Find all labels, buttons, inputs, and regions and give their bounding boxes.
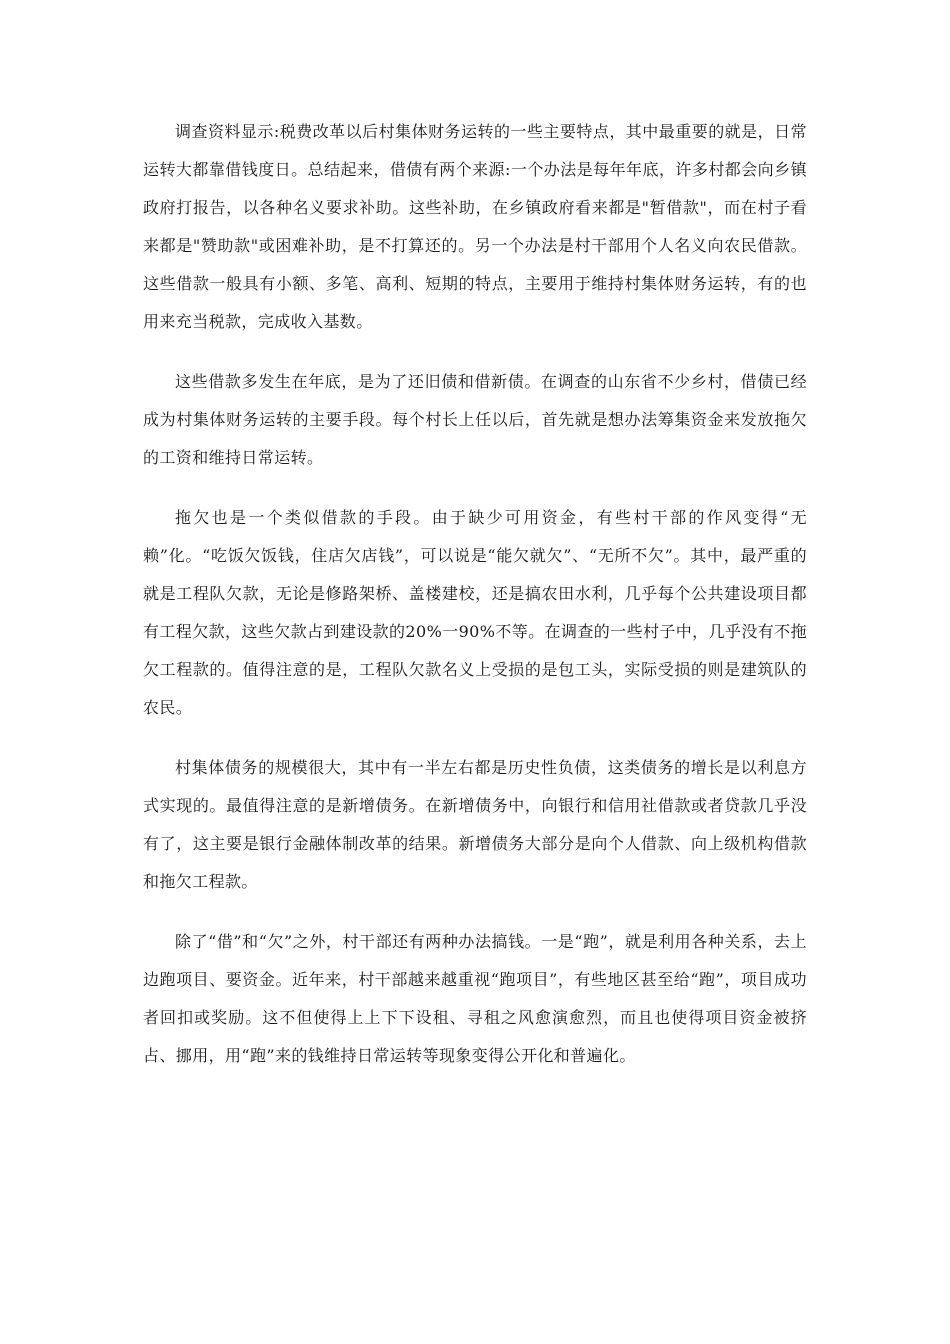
paragraph-3: 拖欠也是一个类似借款的手段。由于缺少可用资金，有些村干部的作风变得“无赖”化。“吃饭欠饭钱，住店欠店钱”，可以说是“能欠就欠”、“无所不欠”。其中，最严重的就是工程队欠款，无论是修路架桥、盖楼建校，还是搞农田水利，几乎每个公共建设项目都有工程欠款，这些欠款占到建设款的20%一90%不等。在调查的一些村子中，几乎没有不拖欠工程款的。值得注意的是，工程队欠款名义上受损的是包工头，实际受损的则是建筑队的农民。 — [143, 508, 807, 717]
document-body — [143, 113, 807, 1097]
paragraph-1: 调查资料显示:税费改革以后村集体财务运转的一些主要特点，其中最重要的就是，日常运转大都靠借钱度日。总结起来，借债有两个来源:一个办法是每年年底，许多村都会向乡镇政府打报告，以各种名义要求补助。这些补助，在乡镇政府看来都是"暂借款"，而在村子看来都是"赞助款"或困难补助，是不打算还的。另一个办法是村干部用个人名义向农民借款。这些借款一般具有小额、多笔、高利、短期的特点，主要用于维持村集体财务运转，有的也用来充当税款，完成收入基数。 — [143, 122, 807, 331]
paragraph-2: 这些借款多发生在年底，是为了还旧债和借新债。在调查的山东省不少乡村，借债已经成为村集体财务运转的主要手段。每个村长上任以后，首先就是想办法筹集资金来发放拖欠的工资和维持日常运转。 — [143, 372, 807, 467]
paragraph-5: 除了“借”和“欠”之外，村干部还有两种办法搞钱。一是“跑”，就是利用各种关系，去上边跑项目、要资金。近年来，村干部越来越重视“跑项目”，有些地区甚至给“跑”，项目成功者回扣或奖励。这不但使得上上下下设租、寻租之风愈演愈烈，而且也使得项目资金被挤占、挪用，用“跑”来的钱维持日常运转等现象变得公开化和普遍化。 — [143, 932, 807, 1065]
paragraph-4: 村集体债务的规模很大，其中有一半左右都是历史性负债，这类债务的增长是以利息方式实现的。最值得注意的是新增债务。在新增债务中，向银行和信用社借款或者贷款几乎没有了，这主要是银行金融体制改革的结果。新增债务大部分是向个人借款、向上级机构借款和拖欠工程款。 — [143, 758, 807, 891]
